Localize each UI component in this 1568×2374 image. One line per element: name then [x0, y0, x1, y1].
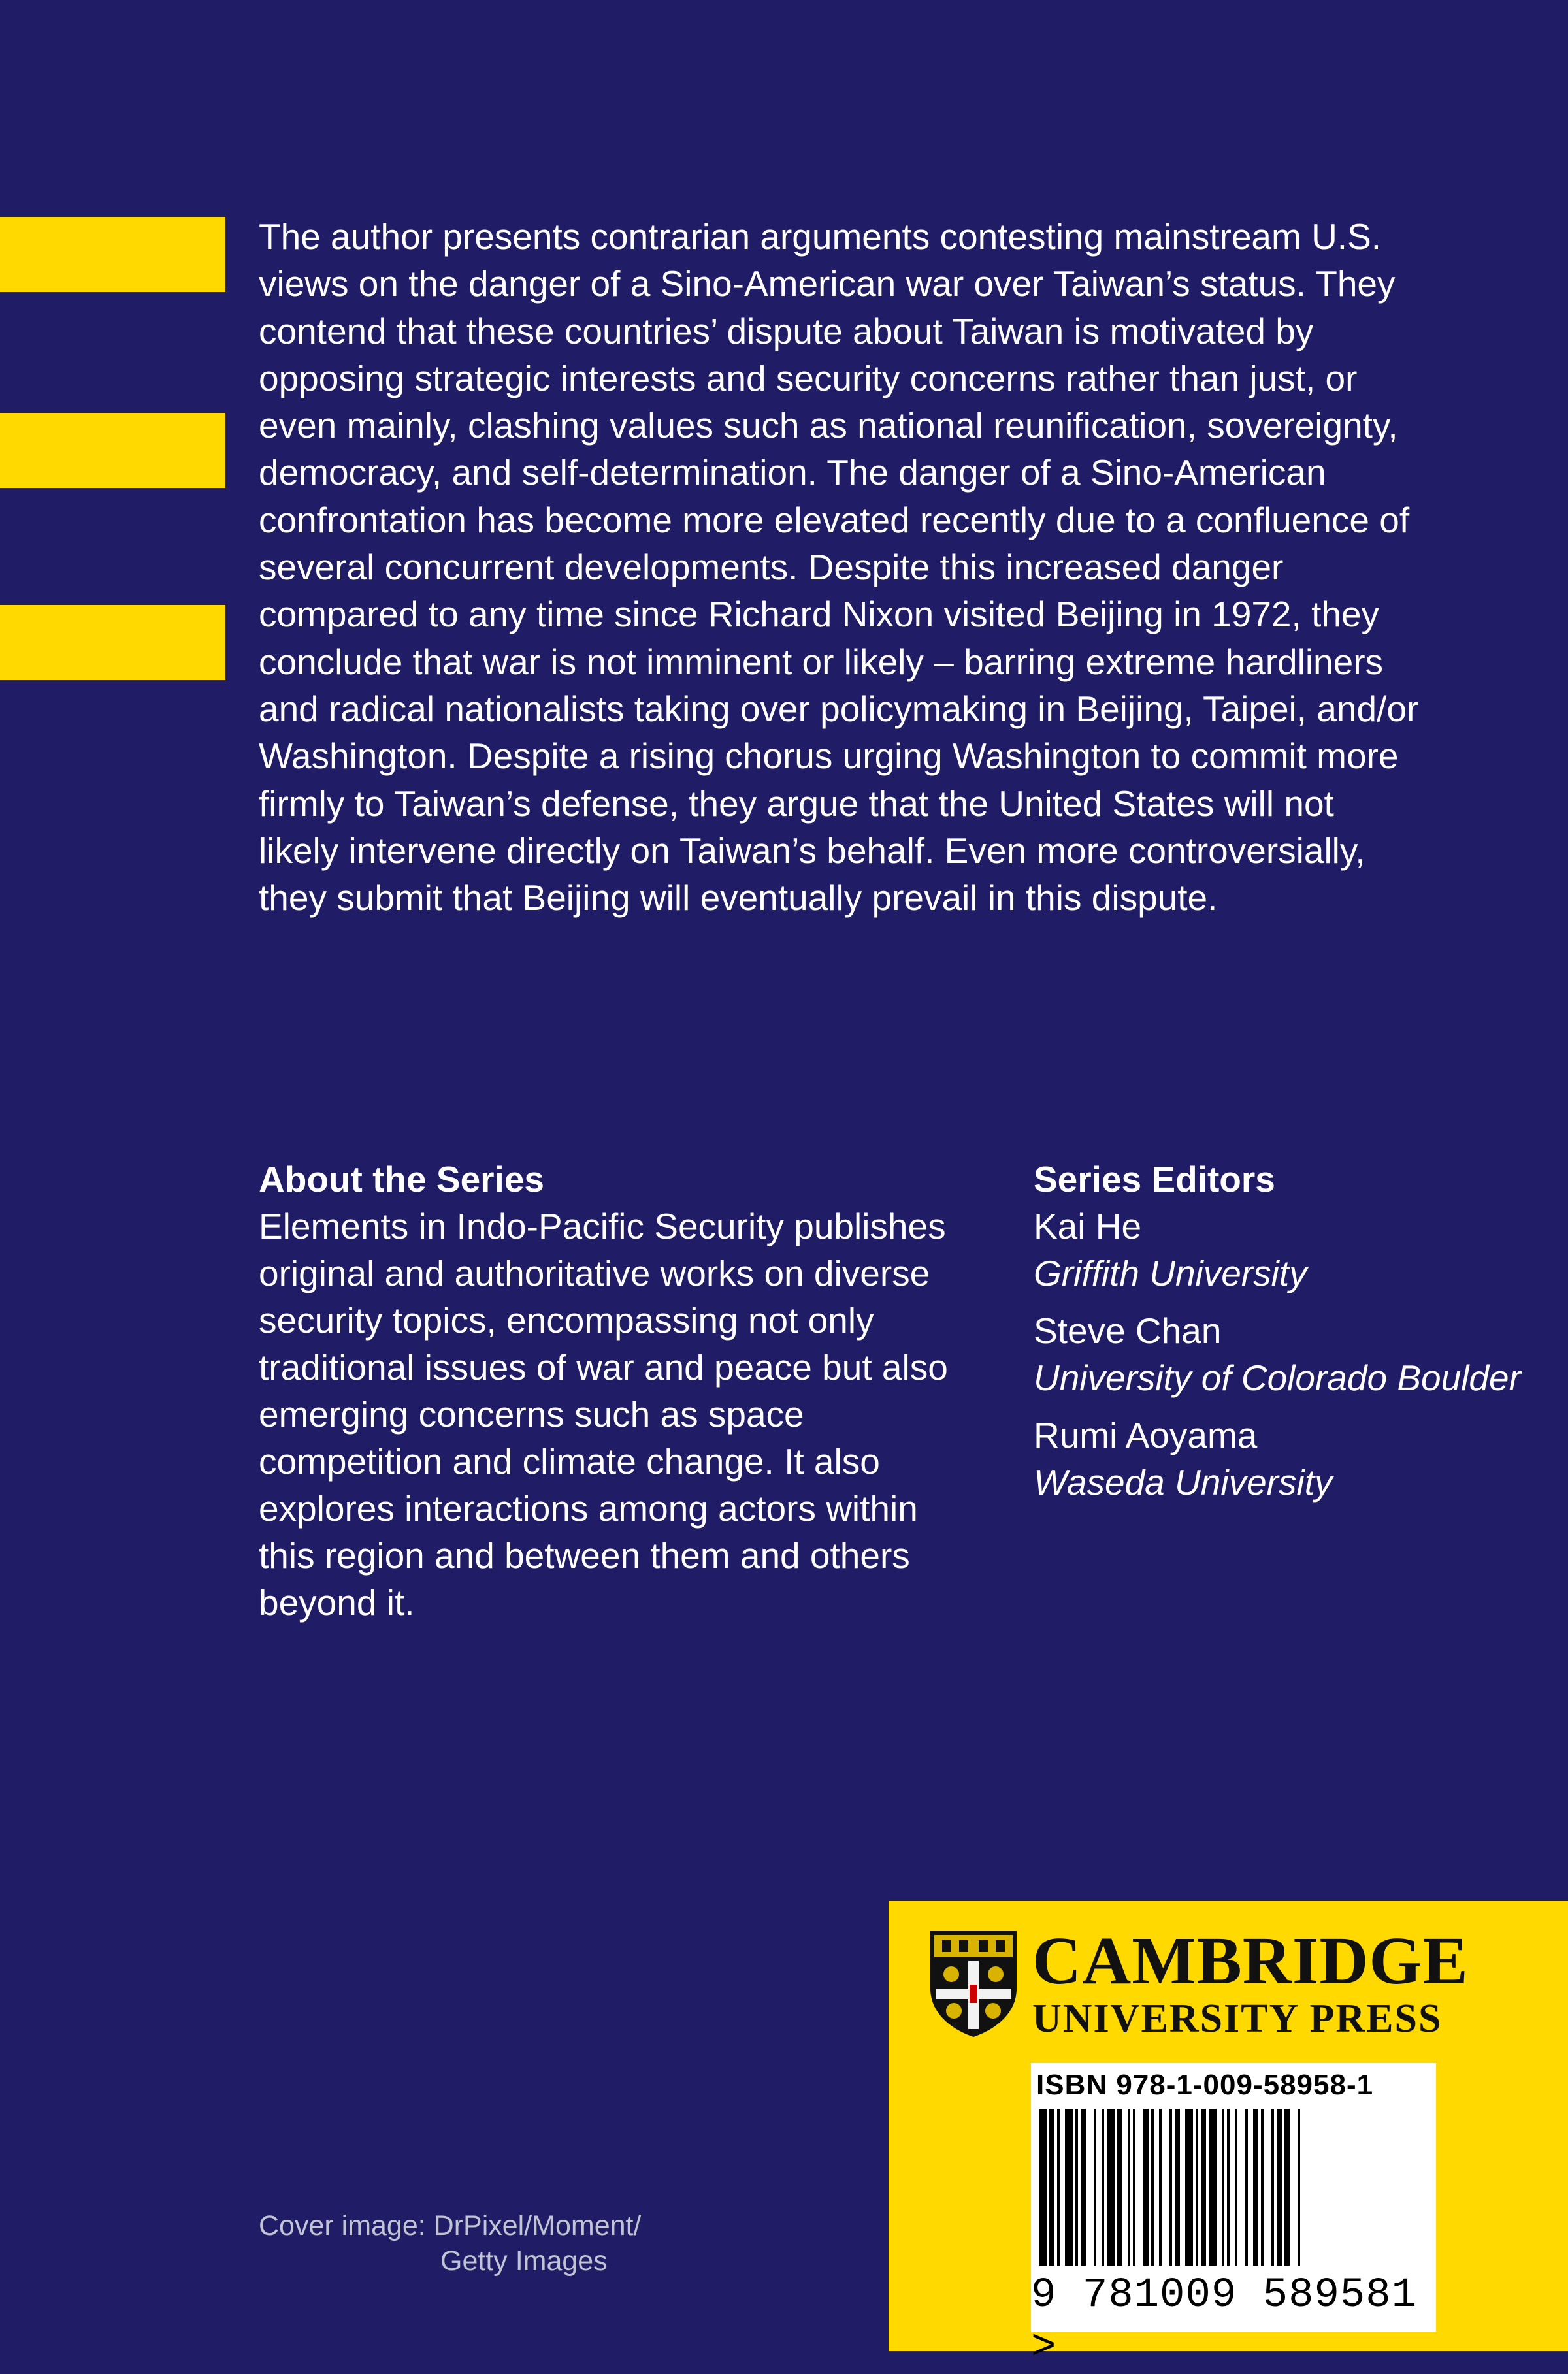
isbn-label: ISBN 978-1-009-58958-1 [1036, 2069, 1374, 2101]
about-series-text: Elements in Indo-Pacific Security publishes original and authoritative works on diverse security topics, encompassing not only traditional issues of war and peace but also emerging concerns such as space competition and climate change. It also explores interactions among actors within this region and between them and others beyond it. [259, 1206, 948, 1623]
publisher-name-line2: UNIVERSITY PRESS [1032, 1996, 1443, 2041]
about-series-heading: About the Series [259, 1159, 545, 1199]
editor-name: Rumi Aoyama [1034, 1415, 1258, 1455]
publisher-name [1032, 1923, 1555, 2043]
yellow-stripe [0, 413, 225, 488]
book-blurb: The author presents contrarian arguments contesting mainstream U.S. views on the danger of a Sino-American war over Taiwan’s status. They contend that these countries’ dispute about Taiwan is motivated by opposing strategic interests and security concerns rather than just, or even mainly, clashing values such as national reunification, sovereignty, democracy, and self-determination. The danger of a Sino-American confrontation has become more elevated recently due to a confluence of several concurrent developments. Despite this increased danger compared to any time since Richard Nixon visited Beijing in 1972, they conclude that war is not imminent or likely – barring extreme hardliners and radical nationalists taking over policymaking in Beijing, Taipei, and/or Washington. Despite a rising chorus urging Washington to commit more firmly to Taiwan’s defense, they argue that the United States will not likely intervene directly on Taiwan’s behalf. Even more controversially, they submit that Beijing will eventually prevail in this dispute. [259, 216, 1419, 919]
publisher-panel [889, 1901, 1568, 2371]
publisher-name-line1: CAMBRIDGE [1032, 1923, 1469, 1998]
barcode-bars-icon [1036, 2109, 1431, 2266]
yellow-stripe [0, 217, 225, 292]
series-editors [1034, 1156, 1530, 1506]
cover-image-credit [259, 2208, 641, 2279]
editor-affiliation: Griffith University [1034, 1253, 1307, 1293]
series-editors-heading: Series Editors [1034, 1159, 1275, 1199]
cambridge-shield-logo-icon [928, 1928, 1019, 2038]
barcode-digits: 9 781009 589581 > [1031, 2272, 1418, 2371]
barcode [1031, 2063, 1436, 2371]
editor-name: Kai He [1034, 1206, 1142, 1246]
editor-entry [1034, 1412, 1530, 1506]
credit-line: Cover image: DrPixel/Moment/ [259, 2210, 642, 2241]
editor-entry [1034, 1203, 1530, 1297]
editor-affiliation: University of Colorado Boulder [1034, 1358, 1521, 1398]
credit-line: Getty Images [440, 2245, 608, 2277]
yellow-stripe [0, 605, 225, 680]
about-series [259, 1156, 964, 1626]
editor-entry [1034, 1307, 1530, 1401]
editor-affiliation: Waseda University [1034, 1462, 1333, 1503]
editor-name: Steve Chan [1034, 1310, 1222, 1351]
